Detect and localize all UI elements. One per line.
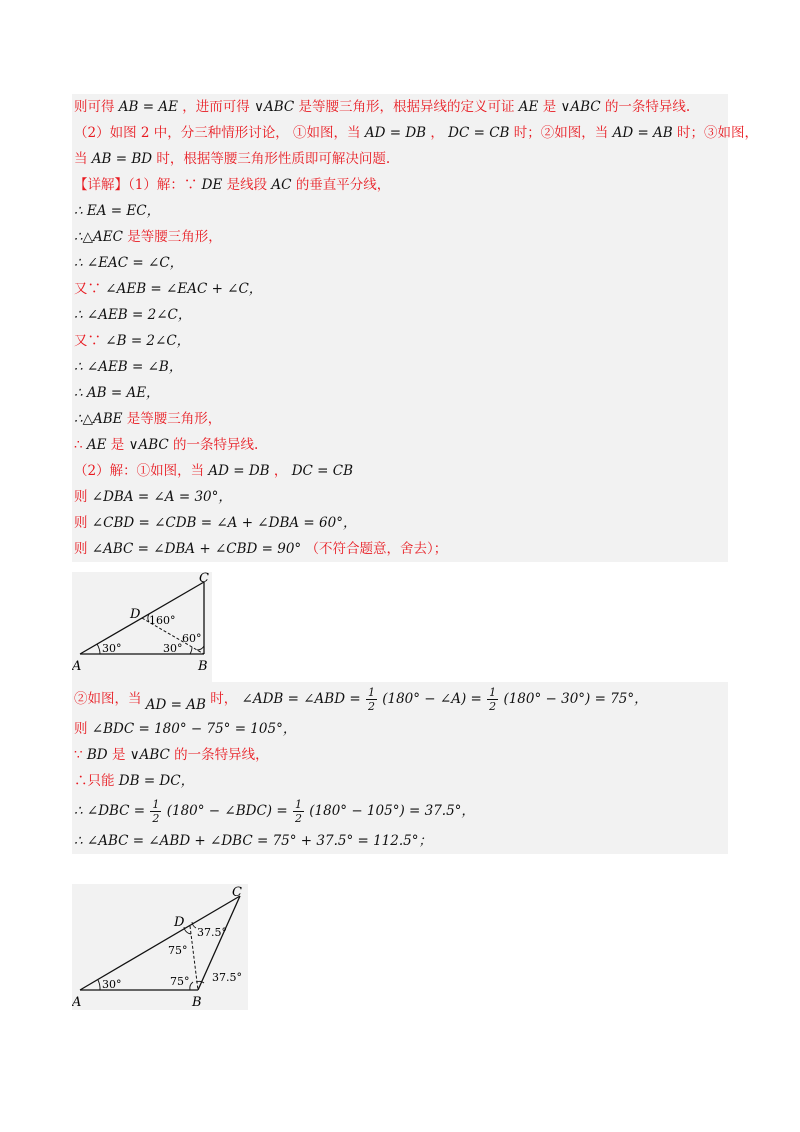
text: 当 (74, 151, 88, 167)
frac-den: 2 (367, 700, 375, 713)
solution-content (72, 94, 759, 562)
line-17 (72, 510, 728, 536)
angle-label-A: 30° (102, 978, 122, 991)
text: 则可得 (74, 99, 115, 115)
text: 是 (542, 99, 557, 115)
math: ∨ABC (254, 99, 295, 115)
math: (180° − ∠A) = (382, 691, 482, 707)
line-24: ∴ ∠ABC = ∠ABD + ∠DBC = 75° + 37.5° = 112.5°； (74, 833, 432, 849)
line-16 (72, 484, 728, 510)
math: ∴ ∠DBC = (74, 803, 146, 819)
vertex-label-C: C (232, 885, 242, 900)
text: 的一条特异线. (604, 99, 691, 115)
line-6 (72, 224, 728, 250)
text: 是线段 (226, 177, 268, 193)
line-23 (72, 794, 728, 828)
vertex-label-D: D (174, 915, 185, 930)
text: 的垂直平分线， (295, 177, 391, 193)
math: ∠CBD = ∠CDB = ∠A + ∠DBA = 60°， (91, 515, 357, 531)
math: ∠DBA = ∠A = 30°， (91, 489, 232, 505)
math: DB = DC， (118, 773, 195, 789)
line-9: ∴ ∠AEB = 2∠C， (74, 307, 192, 323)
angle-label-DBC: 37.5° (212, 971, 242, 984)
line-19 (72, 682, 728, 716)
text: 则 (74, 721, 88, 737)
math: DE (201, 177, 223, 193)
text: 则 (74, 489, 88, 505)
line-12: ∴ AB = AE， (74, 385, 160, 401)
fraction-half (366, 686, 377, 713)
fraction-half (487, 686, 498, 713)
math: ∴△ABE (74, 411, 123, 427)
text: 是 (111, 747, 126, 763)
line-1 (72, 94, 728, 120)
angle-arc (190, 982, 193, 990)
math: (180° − 30°) = 75°， (503, 691, 648, 707)
line-13 (72, 406, 728, 432)
text: ∵ (74, 747, 83, 763)
math: ∠ABC = ∠DBA + ∠CBD = 90° (91, 541, 302, 557)
math: AC (271, 177, 292, 193)
text: 又∵ (74, 333, 101, 349)
text: 时，根据等腰三角形性质即可解决问题. (156, 151, 391, 167)
angle-label-ABD: 75° (170, 975, 190, 988)
triangle-diagram-1 (72, 572, 212, 682)
text: 是等腰三角形，根据异线的定义可证 (298, 99, 515, 115)
text: ，进而可得 (182, 99, 250, 115)
angle-label-CDB-part: 37.5° (197, 926, 227, 939)
text: 【详解】（1）解：∵ (74, 177, 198, 193)
math: DC = CB (448, 125, 510, 141)
text: 是等腰三角形， (127, 229, 222, 245)
text: ∴ (74, 437, 83, 453)
angle-label-A: 30° (102, 642, 122, 655)
fraction-half (150, 798, 161, 825)
vertex-label-C: C (199, 572, 209, 586)
text: （不符合题意，舍去）； (305, 541, 448, 557)
text: 是等腰三角形， (126, 411, 222, 427)
vertex-label-A: A (72, 659, 82, 674)
text: 则 (74, 541, 88, 557)
line-10 (72, 328, 728, 354)
frac-den: 2 (489, 700, 497, 713)
text: 则 (74, 515, 88, 531)
text: 的一条特异线， (174, 747, 269, 763)
line-18 (72, 536, 728, 562)
line-14 (72, 432, 728, 458)
angle-arc (97, 644, 100, 654)
frac-den: 2 (152, 812, 160, 825)
line-4 (72, 172, 728, 198)
text: ∴只能 (74, 773, 115, 789)
math: AD = AB (612, 125, 673, 141)
frac-num: 1 (294, 798, 302, 811)
frac-den: 2 (294, 812, 302, 825)
text: 时；③如图， (677, 125, 759, 141)
math: AD = AB (145, 697, 206, 713)
text: 的一条特异线. (173, 437, 259, 453)
angle-arc (190, 647, 192, 654)
angle-label-B: 30° (163, 642, 183, 655)
math: ∴△AEC (74, 229, 123, 245)
angle-label-CBD: 60° (182, 632, 202, 645)
math: AE (518, 99, 539, 115)
angle-arc (197, 646, 204, 650)
line-5: ∴ EA = EC， (74, 203, 161, 219)
text: 时， (210, 691, 238, 707)
math: BD (86, 747, 108, 763)
line-7: ∴ ∠EAC = ∠C， (74, 255, 184, 271)
math: ∨ABC (128, 437, 169, 453)
text: （2）解：①如图，当 (74, 463, 205, 479)
angle-label-D: 160° (149, 614, 176, 627)
math: DC = CB (291, 463, 354, 479)
fraction-half (293, 798, 304, 825)
frac-num: 1 (152, 798, 160, 811)
text: 时；②如图，当 (513, 125, 609, 141)
line-15 (72, 458, 728, 484)
line-11: ∴ ∠AEB = ∠B， (74, 359, 183, 375)
text: 又∵ (74, 281, 101, 297)
math: ∠ADB = ∠ABD = (241, 691, 361, 707)
line-22 (72, 768, 728, 794)
math: ∨ABC (129, 747, 170, 763)
text: （2）如图 2 中，分三种情形讨论， ①如图，当 (74, 125, 361, 141)
vertex-label-D: D (130, 607, 141, 622)
math: (180° − ∠BDC) = (166, 803, 288, 819)
math: AE (86, 437, 107, 453)
text: ， (430, 125, 444, 141)
angle-label-ADB: 75° (168, 944, 188, 957)
text: 是 (110, 437, 125, 453)
math: ∠AEB = ∠EAC + ∠C， (105, 281, 263, 297)
triangle-diagram-2 (72, 884, 248, 1010)
solution-content-2 (72, 682, 728, 854)
math: (180° − 105°) = 37.5°， (309, 803, 475, 819)
angle-arc (98, 980, 100, 990)
line-8 (72, 276, 728, 302)
math: AB = BD (91, 151, 153, 167)
math: AD = DB (208, 463, 270, 479)
line-3 (72, 146, 728, 172)
vertex-label-B: B (198, 659, 208, 674)
frac-num: 1 (367, 686, 375, 699)
text: ， (273, 463, 288, 479)
line-2 (72, 120, 759, 146)
vertex-label-A: A (72, 995, 82, 1010)
text: ②如图，当 (74, 691, 142, 707)
math: AD = DB (364, 125, 427, 141)
vertex-label-B: B (192, 995, 202, 1010)
math: ∠BDC = 180° − 75° = 105°， (91, 721, 297, 737)
math: ∨ABC (560, 99, 601, 115)
frac-num: 1 (489, 686, 497, 699)
figure-1 (72, 572, 212, 682)
math: AB = AE (118, 99, 178, 115)
math: ∠B = 2∠C， (105, 333, 191, 349)
line-21 (72, 742, 728, 768)
line-20 (72, 716, 728, 742)
figure-2 (72, 884, 248, 1010)
